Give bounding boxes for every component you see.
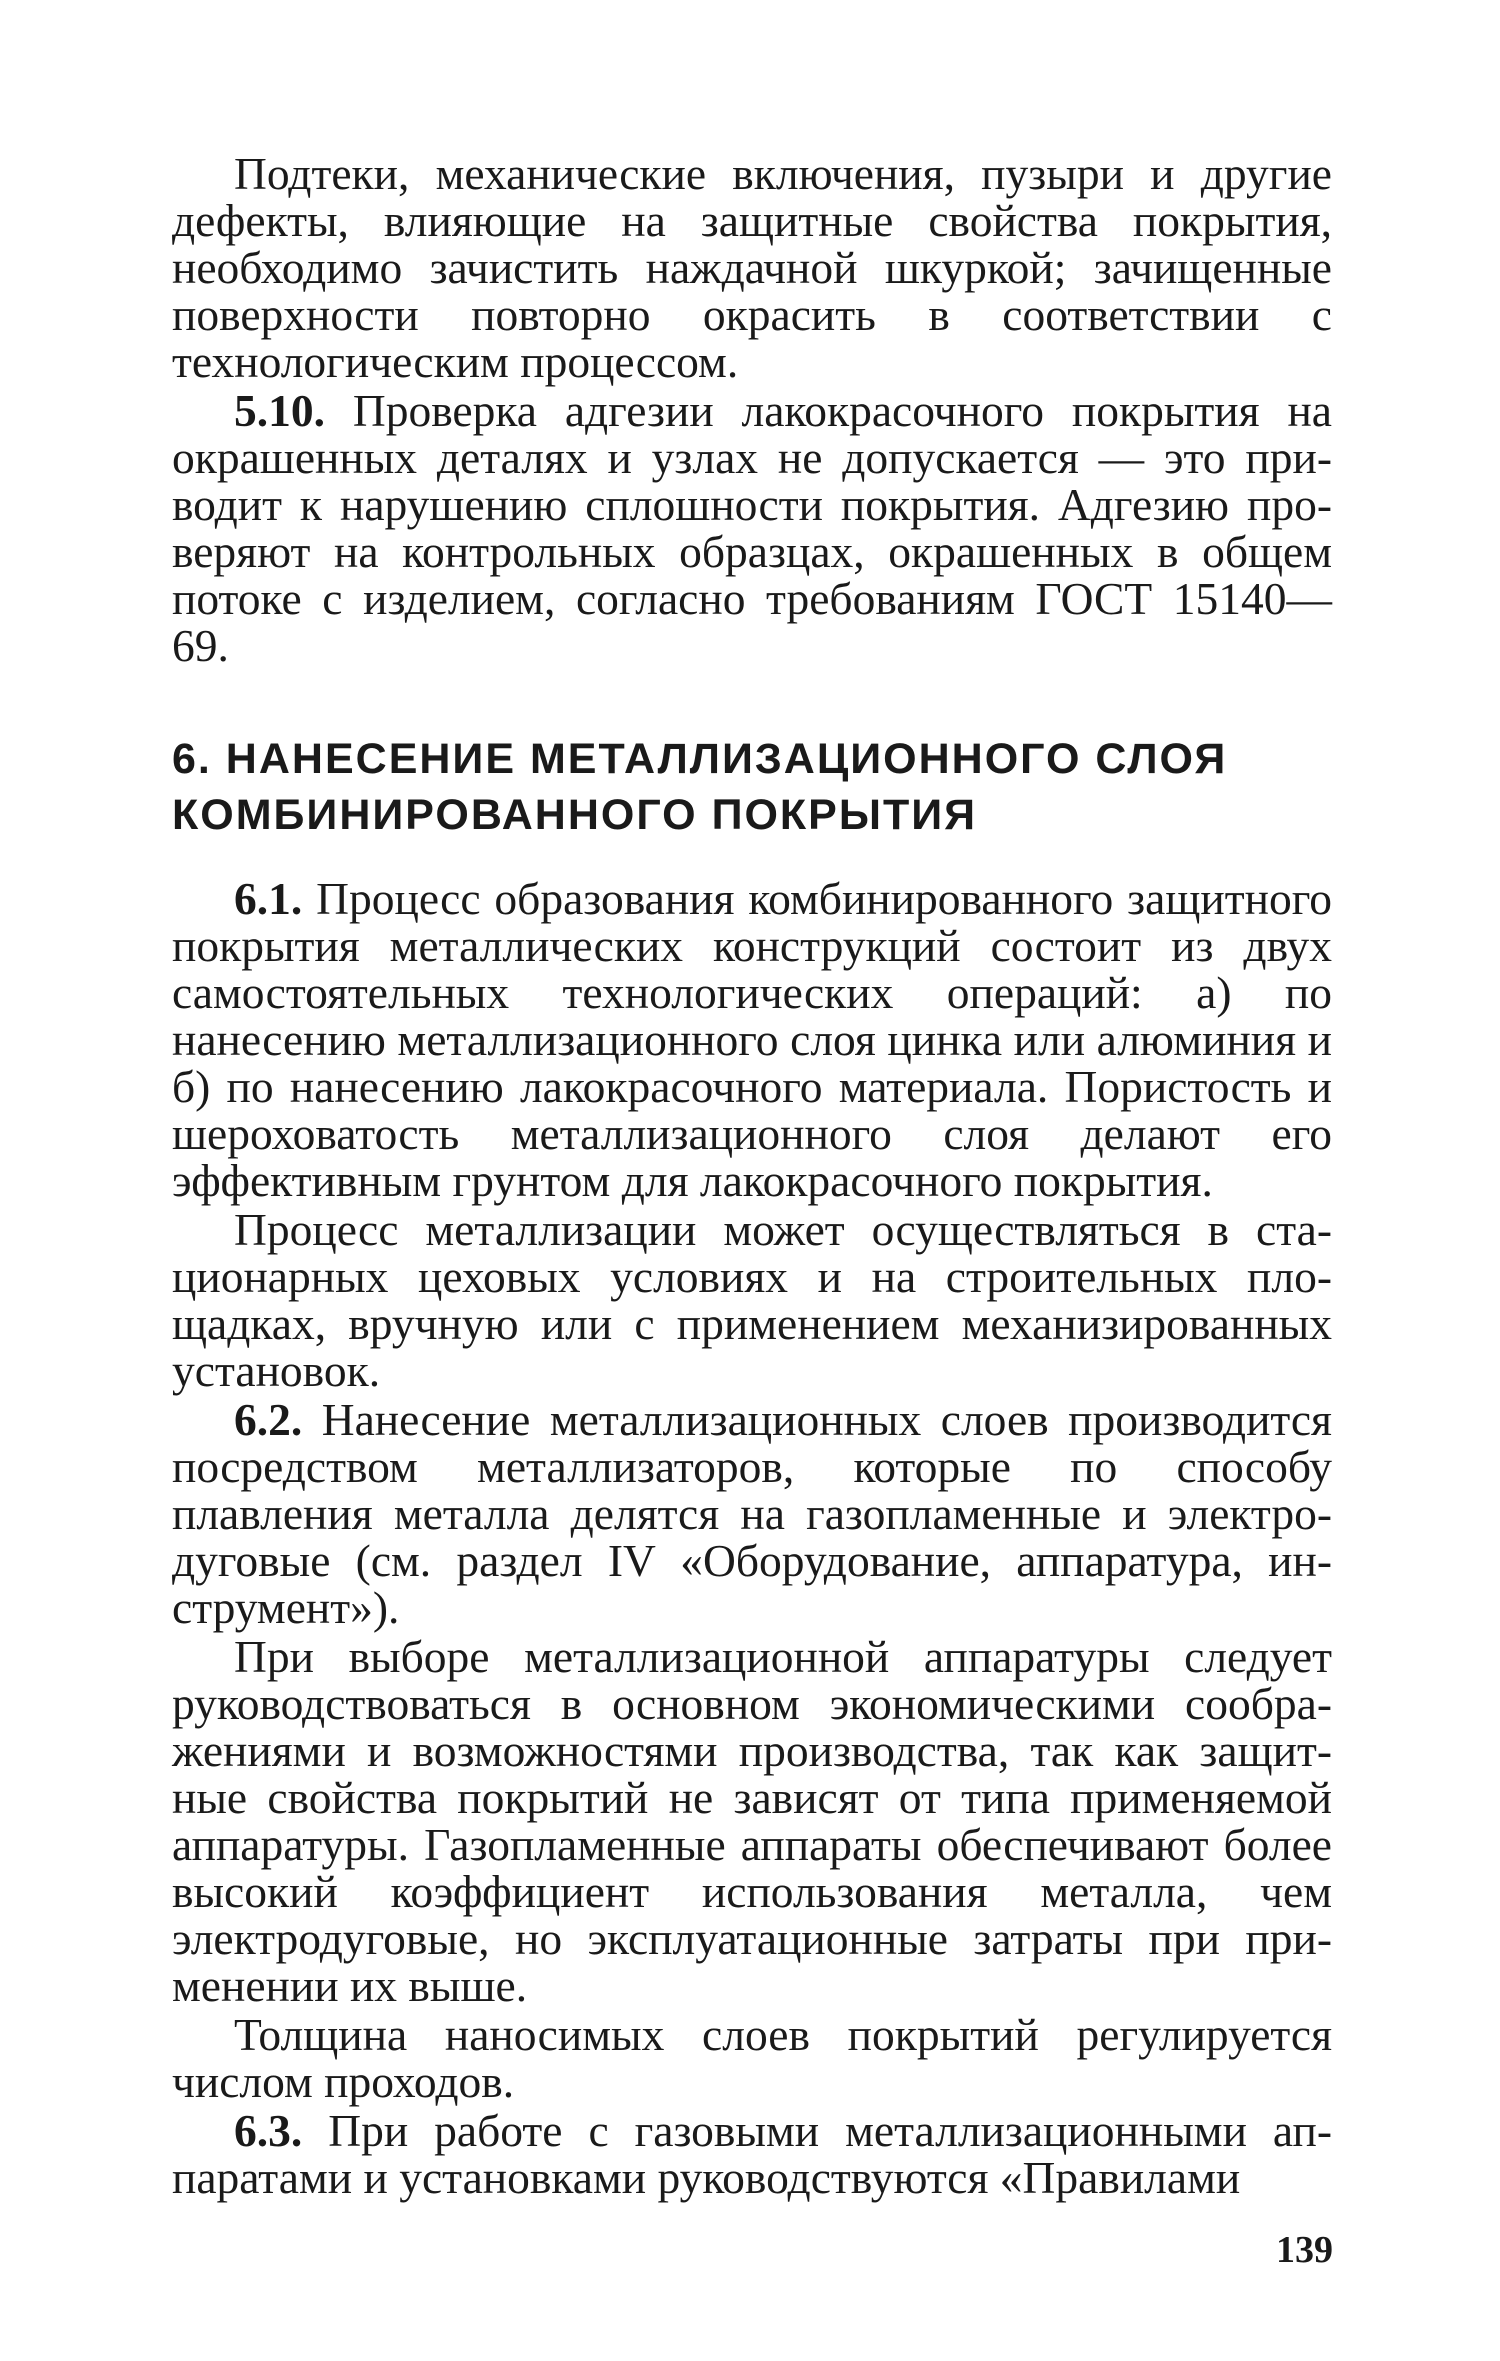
paragraph-text: Нанесение металлизационных слоев производится посредством металлизаторов, которые по способу плавления металла делятся на газопламенные и электродуговые (см. раздел IV «Оборудование, аппаратура, инструмент»). xyxy=(172,1394,1332,1633)
paragraph-text: Проверка адгезии лакокрасочного покрытия на окрашенных деталях и узлах не допускается — это приводит к нарушению сплошности покрытия. Адгезию проверяют на контрольных образцах, окрашенных в общем потоке с изделием, согласно требованиям ГОСТ 15140—69. xyxy=(172,385,1332,671)
clause-number: 6.3. xyxy=(234,2105,303,2156)
paragraph-text: Процесс образования комбинированного защитного покрытия металлических конструкций состоит из двух самостоятельных технологических операций: а) по нанесению металлизационного слоя цинка или алюминия и б) по нанесению лакокрасочного материала. Пористость и шероховатость металлизационного слоя делают его эффективным грунтом для лакокрасочного покрытия. xyxy=(172,873,1332,1206)
section-heading xyxy=(172,731,1332,843)
paragraph-metallization-process xyxy=(172,1206,1332,1394)
clause-number: 5.10. xyxy=(234,385,325,436)
paragraph-defects xyxy=(172,150,1332,385)
paragraph-6-2 xyxy=(172,1396,1332,1631)
paragraph-6-3 xyxy=(172,2107,1332,2201)
section-heading-line-1: 6. НАНЕСЕНИЕ МЕТАЛЛИЗАЦИОННОГО СЛОЯ xyxy=(172,735,1228,783)
section-heading-line-2: КОМБИНИРОВАННОГО ПОКРЫТИЯ xyxy=(172,791,978,839)
paragraph-6-1 xyxy=(172,875,1332,1204)
paragraph-5-10 xyxy=(172,387,1332,669)
clause-number: 6.1. xyxy=(234,873,303,924)
clause-number: 6.2. xyxy=(234,1394,303,1445)
page-number: 139 xyxy=(1276,2229,1333,2271)
page-body xyxy=(172,150,1332,2203)
paragraph-text: При выборе металлизационной аппаратуры следует руководствоваться в основном экономическими соображениями и возможностями производства, так как защитные свойства покрытий не зависят от типа применяемой аппаратуры. Газопламенные аппараты обеспечивают более высокий коэффициент использования металла, чем электродуговые, но эксплуатационные затраты при применении их выше. xyxy=(172,1631,1332,2011)
paragraph-text: При работе с газовыми металлизационными аппаратами и установками руководствуются «Правилами xyxy=(172,2105,1332,2203)
paragraph-text: Толщина наносимых слоев покрытий регулируется числом проходов. xyxy=(172,2009,1332,2107)
paragraph-text: Процесс металлизации может осуществляться в стационарных цеховых условиях и на строительных площадках, вручную или с применением механизированных установок. xyxy=(172,1204,1332,1396)
paragraph-equipment-choice xyxy=(172,1633,1332,2009)
paragraph-thickness xyxy=(172,2011,1332,2105)
paragraph-text: Подтеки, механические включения, пузыри и другие дефекты, влияющие на защитные свойства покрытия, необходимо зачистить наждачной шкуркой; зачищенные поверхности повторно окрасить в соответствии с технологическим процессом. xyxy=(172,148,1332,387)
